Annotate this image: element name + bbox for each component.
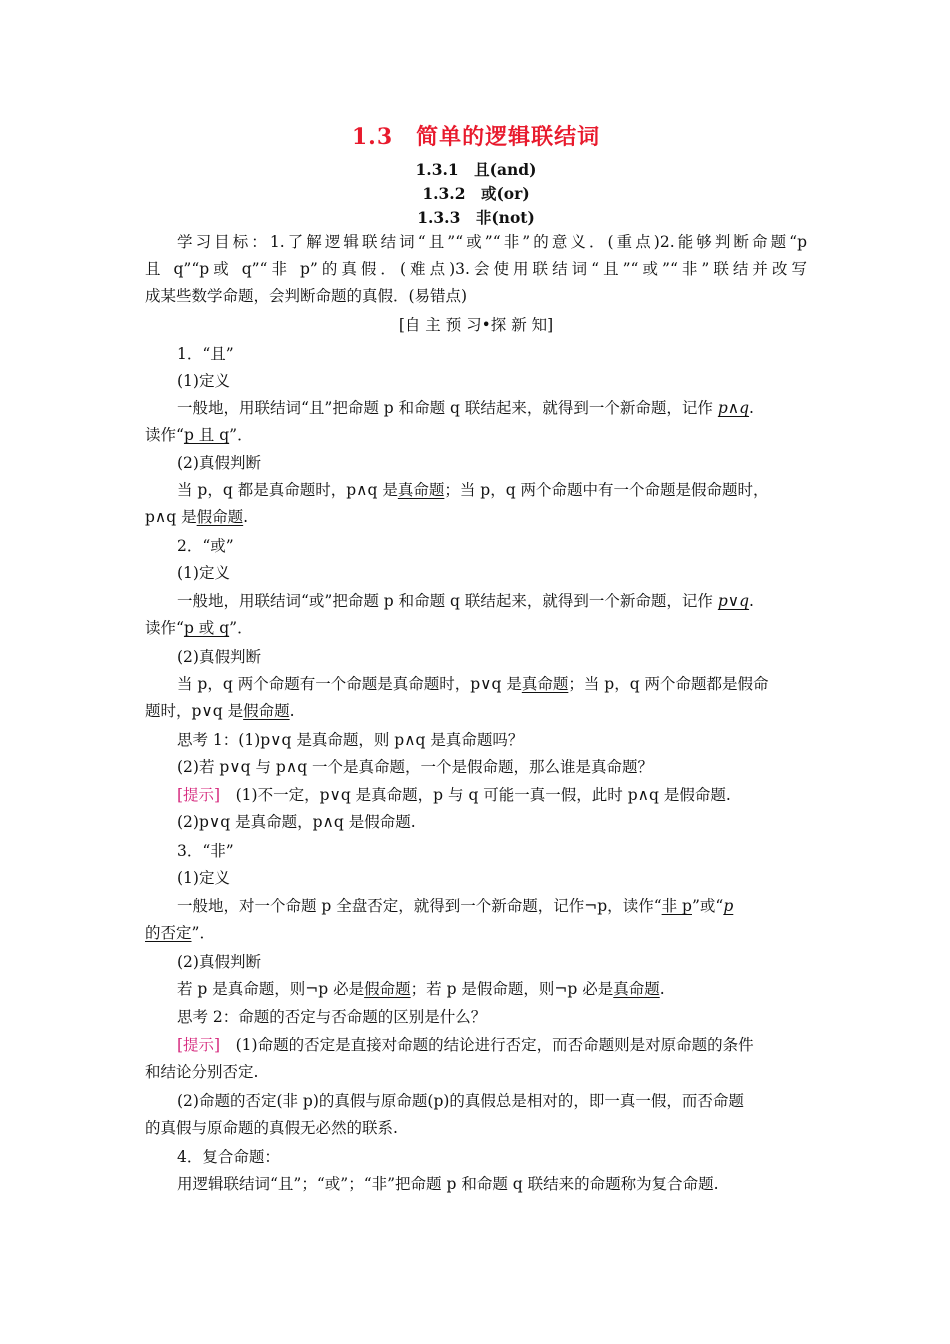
s3-def-label: (1)定义 [177, 869, 230, 887]
s2-tf-label: (2)真假判断 [177, 648, 261, 666]
answer-p: p [723, 897, 734, 915]
objectives-line-1: 学习目标：1.了解逻辑联结词“且”“或”“非”的意义．(重点)2.能够判断命题“p [177, 233, 807, 251]
s1-tf-line-2: p∧q 是假命题. [145, 508, 249, 526]
s1-heading: 1．“且” [177, 345, 234, 363]
answer-p-or-q: p∨q [717, 592, 750, 610]
answer-read-p-and-q: p 且 q [183, 426, 230, 444]
subtitle-not: 1.3.3 非(not) [417, 208, 535, 227]
think1-a1: [提示] (1)不一定，p∨q 是真命题，p 与 q 可能一真一假，此时 p∧q 是假命题. [177, 786, 731, 804]
subtitle-or: 1.3.2 或(or) [422, 184, 530, 203]
answer-negation: 的否定 [145, 924, 192, 942]
think2-a1-line-2: 和结论分别否定. [145, 1063, 259, 1081]
think2-a1-line-1: [提示] (1)命题的否定是直接对命题的结论进行否定，而否命题则是对原命题的条件 [177, 1036, 754, 1054]
think2-a2-line-2: 的真假与原命题的真假无必然的联系. [145, 1119, 398, 1137]
s2-def-line-2: 读作“p 或 q”． [145, 619, 253, 637]
s3-tf-label: (2)真假判断 [177, 953, 261, 971]
think2-q1: 思考 2：命题的否定与否命题的区别是什么？ [177, 1008, 487, 1026]
answer-read-p-or-q: p 或 q [183, 619, 230, 637]
s1-def-line-1: 一般地，用联结词“且”把命题 p 和命题 q 联结起来，就得到一个新命题，记作 p∧q. [177, 399, 754, 417]
section-header: [自 主 预 习•探 新 知] [398, 316, 554, 334]
subtitle-and: 1.3.1 且(and) [415, 160, 537, 179]
s4-body: 用逻辑联结词“且”；“或”；“非”把命题 p 和命题 q 联结来的命题称为复合命题. [177, 1175, 719, 1193]
answer-not-p: 非 p [661, 897, 692, 915]
answer-false: 假命题 [364, 980, 411, 998]
think2-a2-line-1: (2)命题的否定(非 p)的真假与原命题(p)的真假总是相对的，即一真一假，而否命题 [177, 1092, 744, 1110]
answer-p-and-q: p∧q [717, 399, 750, 417]
objectives-line-2: 且 q”“p或 q”“非 p”的真假．(难点)3.会使用联结词“且”“或”“非”联结并改写 [145, 260, 807, 278]
think1-a2: (2)p∨q 是真命题，p∧q 是假命题. [177, 813, 416, 831]
think1-q2: (2)若 p∨q 与 p∧q 一个是真命题，一个是假命题，那么谁是真命题？ [177, 758, 654, 776]
s2-heading: 2．“或” [177, 537, 234, 555]
s1-def-label: (1)定义 [177, 372, 230, 390]
answer-true: 真命题 [397, 481, 445, 499]
s2-tf-line-2: 题时，p∨q 是假命题. [145, 702, 295, 720]
s1-tf-line-1: 当 p，q 都是真命题时，p∧q 是真命题；当 p，q 两个命题中有一个命题是假命题时， [177, 481, 769, 499]
s4-heading: 4．复合命题： [177, 1148, 280, 1166]
answer-true: 真命题 [613, 980, 660, 998]
answer-false: 假命题 [243, 702, 290, 720]
answer-true: 真命题 [521, 675, 569, 693]
s1-tf-label: (2)真假判断 [177, 454, 261, 472]
s2-def-line-1: 一般地，用联结词“或”把命题 p 和命题 q 联结起来，就得到一个新命题，记作 p∨q. [177, 592, 754, 610]
s3-def-line-1: 一般地，对一个命题 p 全盘否定，就得到一个新命题，记作¬p，读作“非 p”或“p [177, 897, 734, 915]
page-title: 1.3 简单的逻辑联结词 [351, 124, 601, 150]
s2-tf-line-1: 当 p，q 两个命题有一个命题是真命题时，p∨q 是真命题；当 p，q 两个命题都是假命 [177, 675, 769, 693]
hint-label: [提示] [177, 1036, 221, 1054]
s2-def-label: (1)定义 [177, 564, 230, 582]
objectives-line-3: 成某些数学命题，会判断命题的真假．(易错点) [145, 287, 468, 305]
s3-def-line-2: 的否定”． [145, 924, 215, 942]
s3-tf-line-1: 若 p 是真命题，则¬p 必是假命题；若 p 是假命题，则¬p 必是真命题. [177, 980, 665, 998]
answer-false: 假命题 [196, 508, 244, 526]
hint-label: [提示] [177, 786, 221, 804]
s1-def-line-2: 读作“p 且 q”． [145, 426, 253, 444]
s3-heading: 3．“非” [177, 842, 234, 860]
think1-q1: 思考 1：(1)p∨q 是真命题，则 p∧q 是真命题吗？ [177, 731, 524, 749]
